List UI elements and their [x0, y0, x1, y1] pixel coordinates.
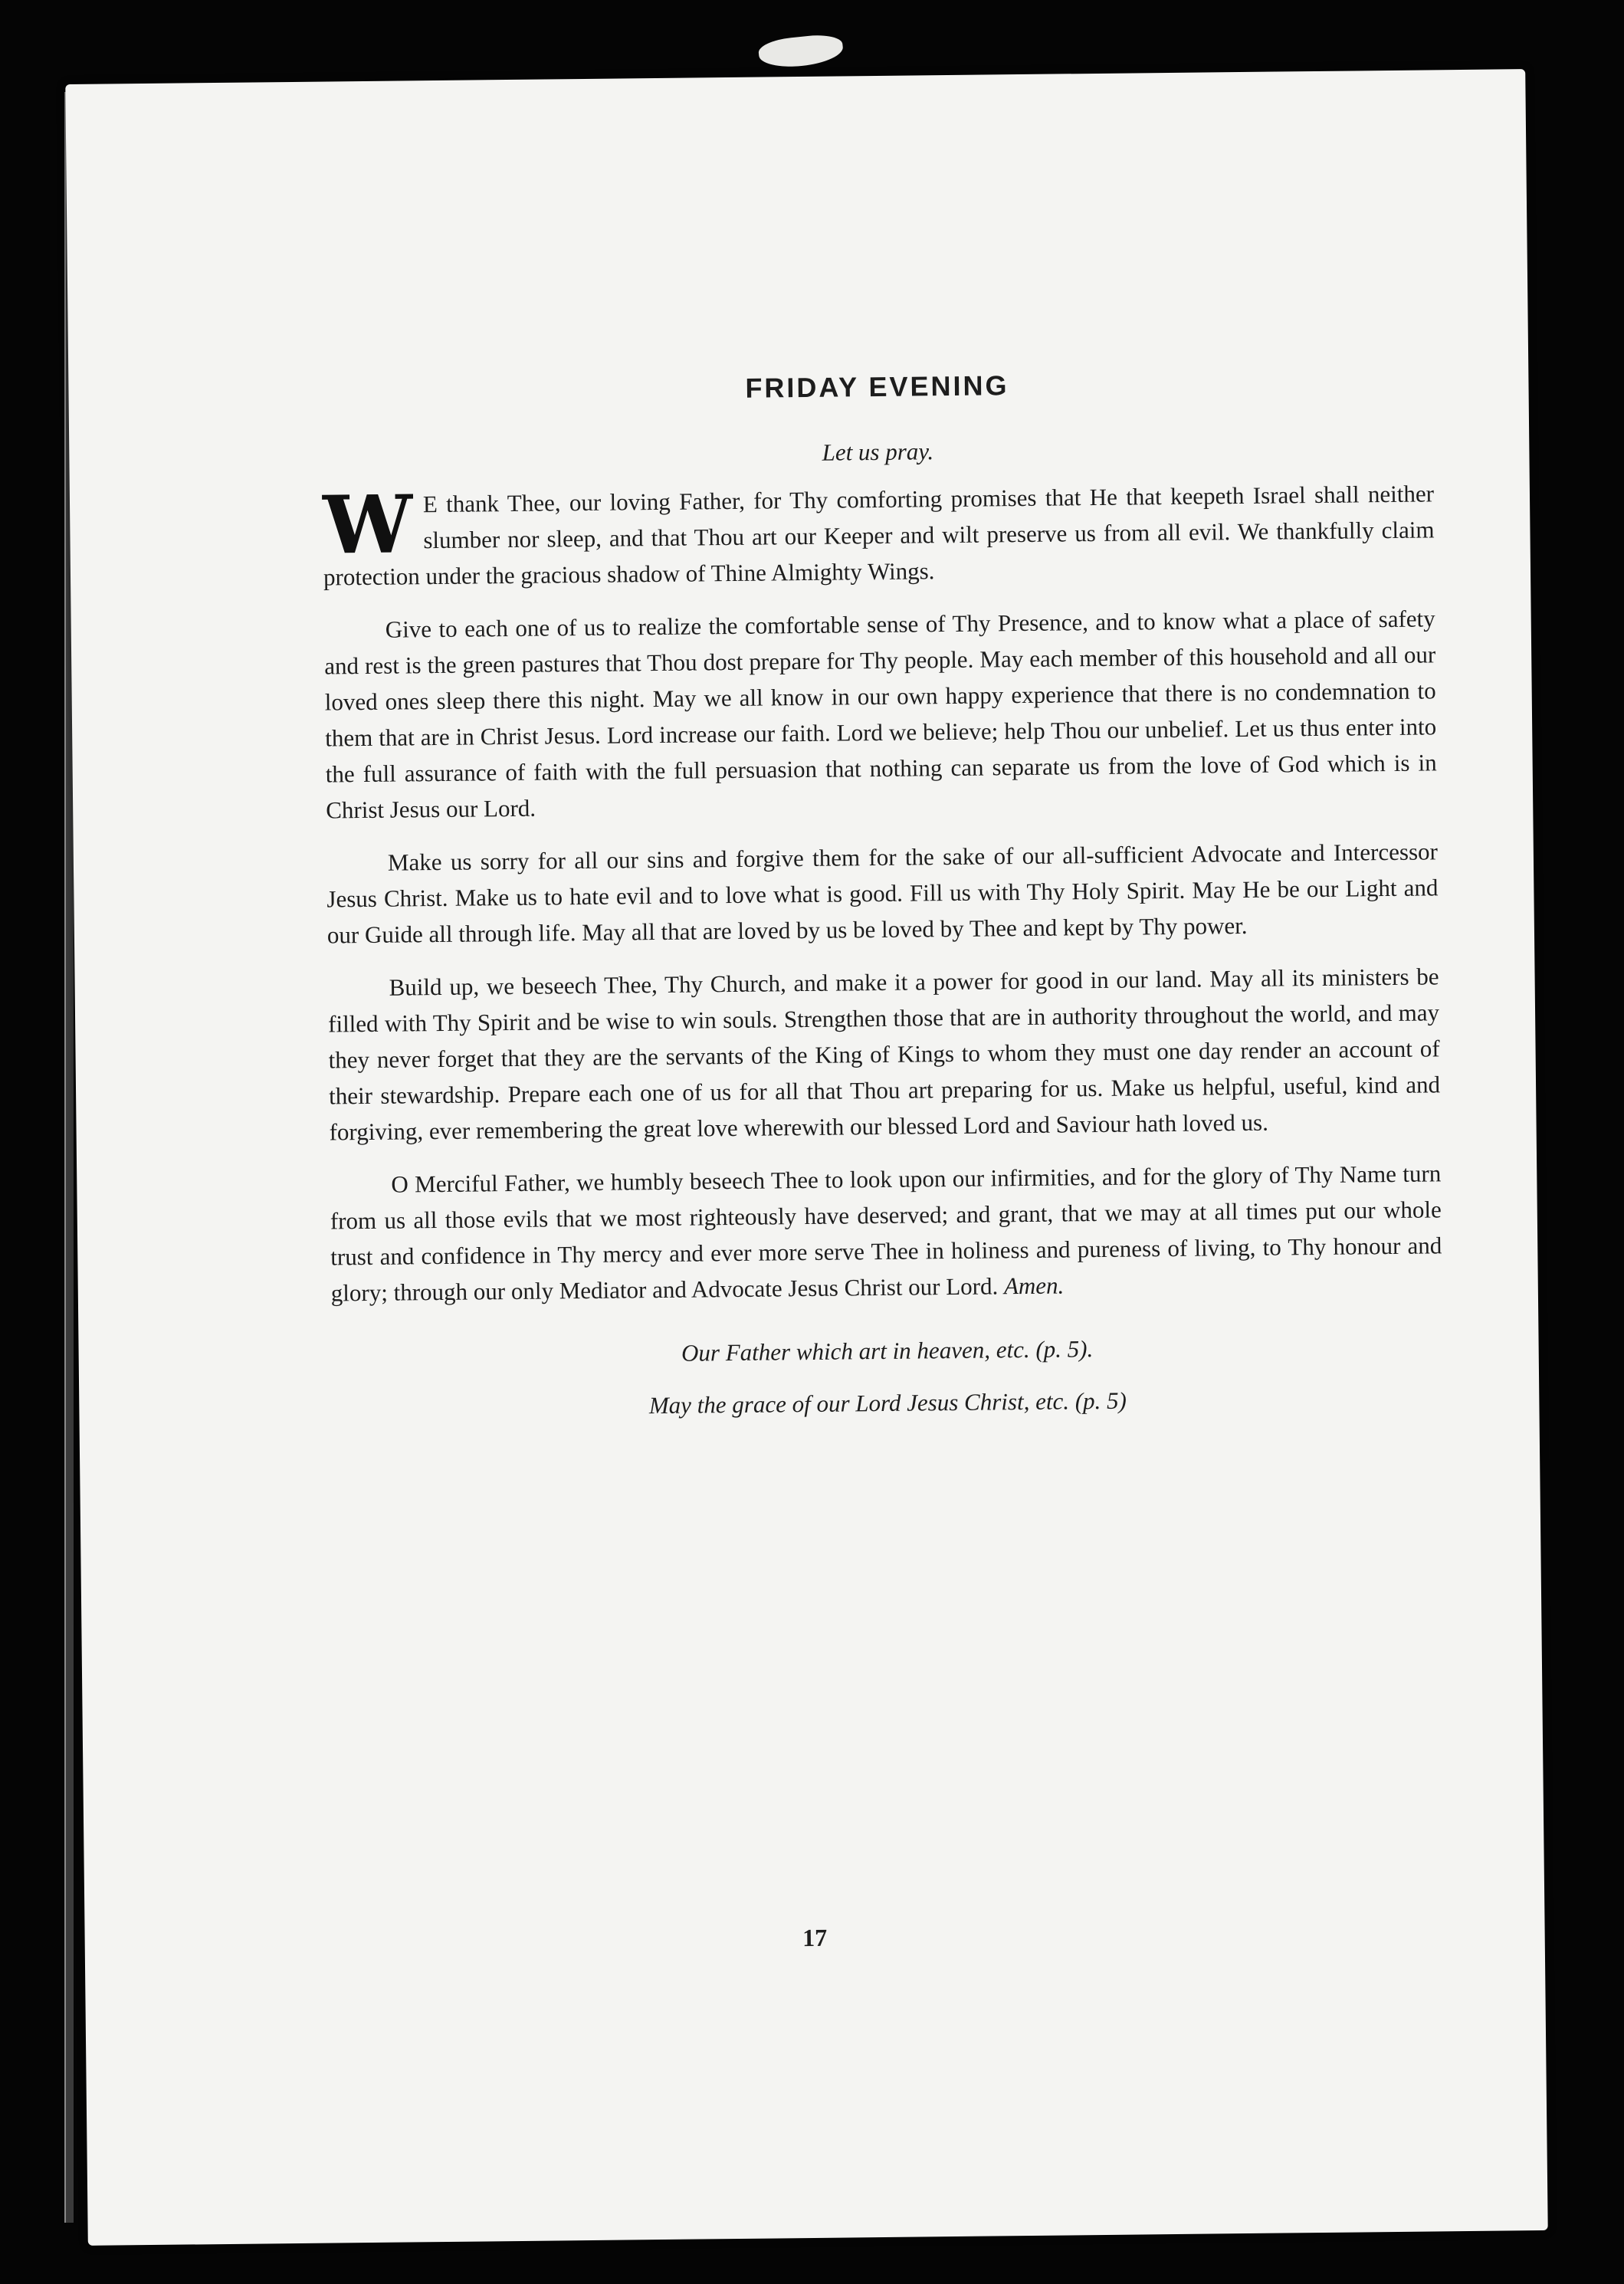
page-number: 17	[802, 1923, 828, 1952]
prayer-paragraph-2: Give to each one of us to realize the comfortable sense of Thy Presence, and to know what a place of safety and rest is the green pastures that Thou dost prepare for Thy people. May each member of this household and all our loved ones sleep there this night. May we all know in our own happy experience that there is no condemnation to them that are in Christ Jesus. Lord increase our faith. Lord we believe; help Thou our unbelief. Let us thus enter into the full assurance of faith with the full persuasion that nothing can separate us from the love of God which is in Christ Jesus our Lord.	[324, 605, 1437, 824]
paragraph-5-text: O Merciful Father, we humbly beseech Thee to look upon our infirmities, and for the glory of Thy Name turn from us all those evils that we most righteously have deserved; and grant, that we may at all times put our whole trust and confidence in Thy mercy and ever more serve Thee in holiness and pureness of living, to Thy honour and glory; through our only Mediator and Advocate Jesus Christ our Lord.	[330, 1160, 1442, 1307]
amen: Amen.	[1003, 1272, 1065, 1300]
document-page	[65, 69, 1547, 2246]
prayer-paragraph-1	[323, 475, 1435, 595]
prayer-paragraph-3: Make us sorry for all our sins and forgive them for the sake of our all-sufficient Advocate and Intercessor Jesus Christ. Make us to hate evil and to love what is good. Fill us with Thy Holy Spirit. May He be our Light and our Guide all through life. May all that are loved by us be loved by Thee and kept by Thy power.	[326, 838, 1439, 949]
page-top-tab	[757, 32, 844, 70]
drop-cap: W	[322, 477, 413, 573]
prayer-paragraph-5	[330, 1155, 1442, 1311]
closing-lords-prayer: Our Father which art in heaven, etc. (p. 5).	[681, 1335, 1094, 1367]
page-content	[321, 365, 1443, 1427]
closing-grace: May the grace of our Lord Jesus Christ, etc. (p. 5)	[648, 1386, 1127, 1419]
page-title: FRIDAY EVENING	[745, 369, 1009, 404]
prayer-invitation: Let us pray.	[822, 438, 934, 466]
paragraph-1-text: E thank Thee, our loving Father, for Thy comforting promises that He that keepeth Israel shall neither slumber nor sleep, and that Thou art our Keeper and wilt preserve us from all evil. We thankfully claim protection under the gracious shadow of Thine Almighty Wings.	[323, 480, 1435, 591]
prayer-paragraph-4: Build up, we beseech Thee, Thy Church, and make it a power for good in our land. May all its ministers be filled with Thy Spirit and be wise to win souls. Strengthen those that are in authority throughout the world, and may they never forget that they are the servants of the King of Kings to whom they must one day render an account of their stewardship. Prepare each one of us for all that Thou art preparing for us. Make us helpful, useful, kind and forgiving, ever remembering the great love wherewith our blessed Lord and Saviour hath loved us.	[327, 963, 1441, 1146]
